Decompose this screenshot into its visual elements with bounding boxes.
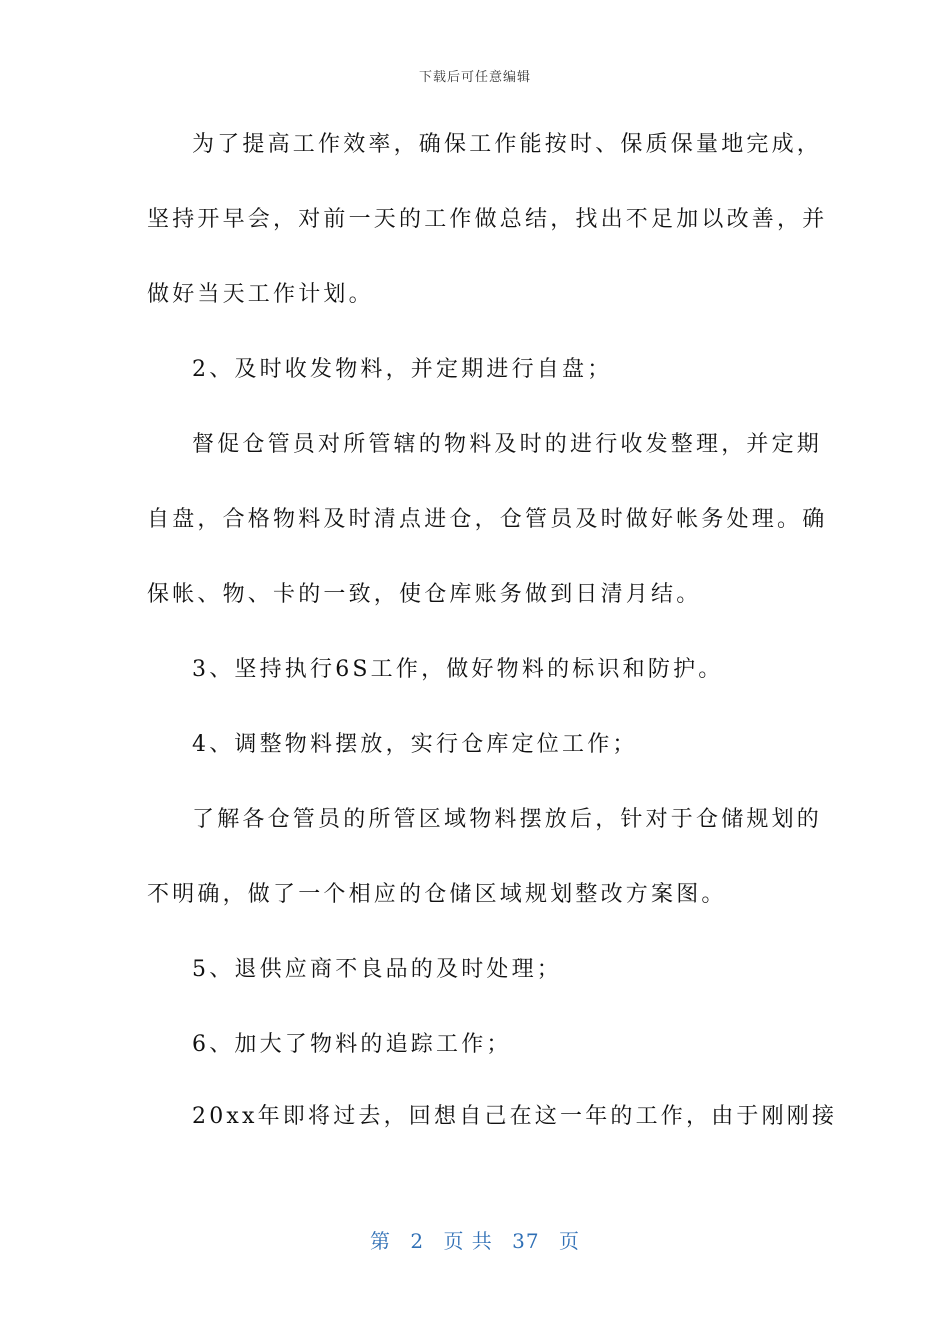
paragraph-line: 督促仓管员对所管辖的物料及时的进行收发整理，并定期 [192,432,823,457]
paragraph-line: 3、坚持执行6S工作，做好物料的标识和防护。 [192,657,724,682]
paragraph-line: 坚持开早会，对前一天的工作做总结，找出不足加以改善，并 [147,207,828,232]
total-pages-number: 37 [512,1229,540,1253]
footer-prefix: 第 [370,1229,391,1253]
paragraph-line: 5、退供应商不良品的及时处理； [192,957,562,982]
paragraph-line: 自盘，合格物料及时清点进仓，仓管员及时做好帐务处理。确 [147,507,828,532]
paragraph-line: 不明确，做了一个相应的仓储区域规划整改方案图。 [147,882,727,907]
paragraph-line: 做好当天工作计划。 [147,282,374,307]
paragraph-line: 了解各仓管员的所管区域物料摆放后，针对于仓储规划的 [192,807,823,832]
page-header-note: 下载后可任意编辑 [418,70,531,85]
paragraph-line: 4、调整物料摆放，实行仓库定位工作； [192,732,638,757]
footer-middle: 页 共 [443,1229,493,1253]
footer-suffix: 页 [558,1229,580,1253]
paragraph-line: 20xx年即将过去，回想自己在这一年的工作，由于刚刚接 [192,1104,838,1129]
paragraph-line: 保帐、物、卡的一致，使仓库账务做到日清月结。 [147,582,702,607]
paragraph-line: 6、加大了物料的追踪工作； [192,1032,512,1057]
page-number-footer [0,1225,950,1254]
current-page-number: 2 [410,1229,425,1253]
paragraph-line: 2、及时收发物料，并定期进行自盘； [192,357,613,382]
paragraph-line: 为了提高工作效率，确保工作能按时、保质保量地完成， [192,132,823,157]
